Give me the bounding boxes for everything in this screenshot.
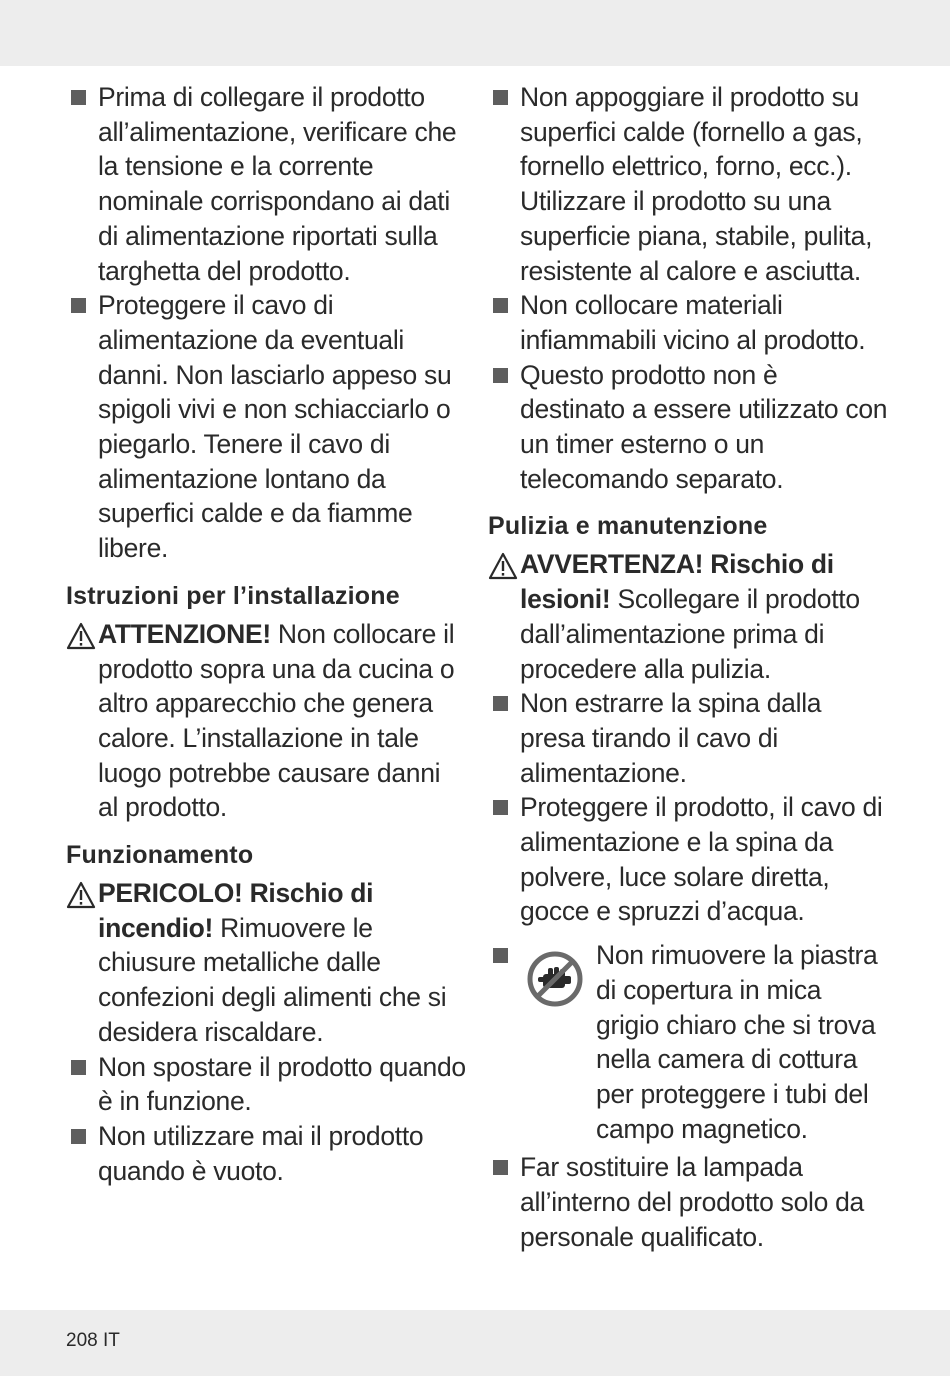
section-heading-cleaning: Pulizia e manutenzione bbox=[488, 512, 768, 541]
square-bullet-icon bbox=[493, 298, 508, 313]
warning-text: Non collocare il prodotto sopra una da cucina o altro apparecchio che genera calore. L’installazione in tale luogo potrebbe causare danni al prodotto. bbox=[98, 618, 455, 823]
warning-triangle-icon bbox=[488, 552, 518, 580]
item-text: Proteggere il prodotto, il cavo di alimentazione e la spina da polvere, luce solare diretta, gocce e spruzzi d’acqua. bbox=[520, 792, 883, 927]
list-item bbox=[488, 358, 888, 497]
square-bullet-icon bbox=[493, 368, 508, 383]
list-item bbox=[66, 1119, 466, 1188]
square-bullet-icon bbox=[71, 1060, 86, 1075]
square-bullet-icon bbox=[493, 800, 508, 815]
square-bullet-icon bbox=[493, 696, 508, 711]
item-text: Non utilizzare mai il prodotto quando è vuoto. bbox=[98, 1120, 424, 1186]
square-bullet-icon bbox=[493, 1160, 508, 1175]
item-text: Proteggere il cavo di alimentazione da eventuali danni. Non lasciarlo appeso su spigoli vivi e non schiacciarlo o piegarlo. Tenere il cavo di alimentazione lontano da superfici calde e da fiamme libere. bbox=[98, 290, 452, 564]
warning-triangle-icon bbox=[66, 881, 96, 909]
left-column bbox=[66, 80, 466, 1188]
warning-label: PERICOLO! Rischio di incendio! bbox=[98, 878, 374, 943]
warning-triangle-icon bbox=[66, 622, 96, 650]
item-text: Questo prodotto non è destinato a essere utilizzato con un timer esterno o un telecomando separato. bbox=[520, 359, 888, 494]
square-bullet-icon bbox=[71, 90, 86, 105]
square-bullet-icon bbox=[493, 948, 508, 963]
warning-item bbox=[66, 876, 466, 1050]
square-bullet-icon bbox=[493, 90, 508, 105]
right-column bbox=[488, 80, 888, 1255]
warning-label: ATTENZIONE! bbox=[98, 618, 271, 649]
item-text: Prima di collegare il prodotto all’alimentazione, verificare che la tensione e la corrente nominale corrispondano ai dati di alimentazione riportati sulla targhetta del prodotto. bbox=[98, 82, 457, 286]
square-bullet-icon bbox=[71, 298, 86, 313]
list-item bbox=[66, 80, 466, 288]
section-heading-installation: Istruzioni per l’installazione bbox=[66, 581, 400, 610]
page-number: 208 IT bbox=[66, 1330, 120, 1351]
list-item bbox=[66, 1050, 466, 1119]
list-item bbox=[66, 288, 466, 566]
list-item bbox=[488, 80, 888, 288]
list-item bbox=[488, 686, 888, 790]
list-item-with-sign bbox=[488, 938, 888, 1146]
item-text: Non appoggiare il prodotto su superfici calde (fornello a gas, fornello elettrico, forno, ecc.). Utilizzare il prodotto su una superficie piana, stabile, pulita, resistente al calore e asciutta. bbox=[520, 82, 873, 286]
no-hand-prohibition-icon bbox=[526, 950, 584, 1008]
item-text: Non rimuovere la piastra di copertura in mica grigio chiaro che si trova nella camera di cottura per proteggere i tubi del campo magnetico. bbox=[596, 940, 878, 1144]
warning-text: Rimuovere le chiusure metalliche dalle confezioni degli alimenti che si desidera riscaldare. bbox=[98, 912, 447, 1047]
section-heading-operation: Funzionamento bbox=[66, 841, 254, 870]
list-item bbox=[488, 288, 888, 357]
top-bar bbox=[0, 0, 950, 66]
warning-label: AVVERTENZA! Rischio di lesioni! bbox=[520, 549, 834, 615]
item-text: Non collocare materiali infiammabili vicino al prodotto. bbox=[520, 290, 866, 355]
item-text: Non spostare il prodotto quando è in funzione. bbox=[98, 1051, 466, 1117]
warning-text: Scollegare il prodotto dall’alimentazione prima di procedere alla pulizia. bbox=[520, 584, 860, 684]
list-item bbox=[488, 1150, 888, 1254]
item-text: Far sostituire la lampada all’interno del prodotto solo da personale qualificato. bbox=[520, 1152, 864, 1252]
item-text: Non estrarre la spina dalla presa tirando il cavo di alimentazione. bbox=[520, 688, 822, 788]
square-bullet-icon bbox=[71, 1129, 86, 1144]
warning-item bbox=[66, 617, 466, 825]
bottom-bar bbox=[0, 1310, 950, 1376]
warning-item bbox=[488, 547, 888, 686]
list-item bbox=[488, 790, 888, 929]
